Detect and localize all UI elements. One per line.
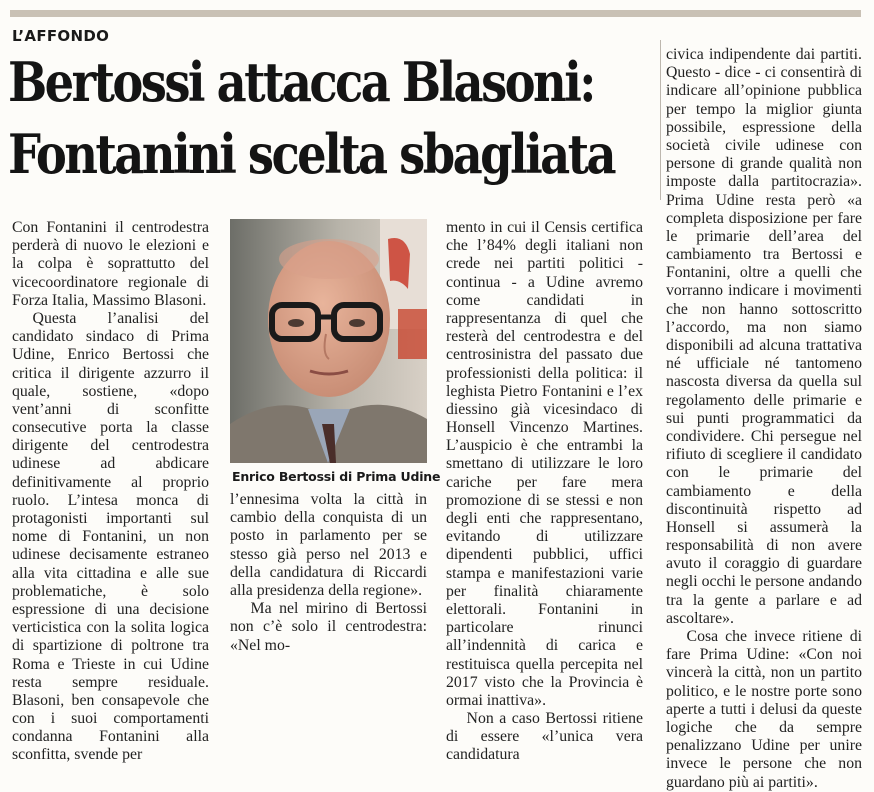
article-column-4	[666, 46, 862, 792]
paragraph-3-continued: mento in cui il Censis certifica che l’84% degli italiani non crede nei partiti politici - continua - a Udine avremo come candidati in rappresentanza di quel che resterà del centrodestra e del centrosinistra del passato due professionisti della politica: il leghista Pietro Fontanini e l’ex diessino già vicesindaco di Honsell Vincenzo Martines. L’auspicio è che entrambi la smettano di utilizzare le loro cariche per fare mera promozione di se stessi e non degli enti che rappresentano, evitando di utilizzare dipendenti pubblici, uffici stampa e manifestazioni varie per finalità chiaramente elettorali. Fontanini in particolare rinunci all’indennità di carica e restituisca quella percepita nel 2017 visto che la Provincia è ormai inattiva».	[446, 219, 643, 709]
paragraph-4-continued: civica indipendente dai partiti. Questo - dice - ci consentirà di indicare all’opinione pubblica per tempo la miglior giunta possibile, espressione della società civile udinese con persone di grande qualità non imposte dalla partitocrazia». Prima Udine resta però «a completa disposizione per fare le primarie dell’area del cambiamento tra Bertossi e Fontanini, oltre a quelli che vorranno indicare i movimenti che non hanno sottoscritto l’accordo, ma non siamo disponibili ad alcuna trattativa né ufficiale né tantomeno nascosta diversa da quella sul regolamento delle primarie e sui punti programmatici da condividere. Chi persegue nel rifiuto di scegliere il candidato con le primarie del cambiamento e della discontinuità rispetto ad Honsell si assumerà la responsabilità di non avere avuto il coraggio di guardare negli occhi le persone andando tra la gente a parlare e ad ascoltare».	[666, 46, 862, 627]
paragraph-2-continued: l’ennesima volta la città in cambio della conquista di un posto in parlamento per se stesso già perso nel 2013 e della candidatura di Riccardi alla presidenza della regione».	[230, 491, 427, 599]
portrait-photo	[230, 219, 427, 463]
headline-line-1: Bertossi attacca Blasoni:	[8, 50, 594, 114]
article-column-2	[230, 491, 427, 655]
column-rule	[660, 40, 661, 200]
paragraph-2: Questa l’analisi del candidato sindaco di Prima Udine, Enrico Bertossi che critica il dirigente azzurro il quale, sostiene, «dopo vent’anni di sconfitte consecutive porta la classe dirigente del centrodestra udinese ad abdicare definitivamente al proprio ruolo. L’intesa monca di protagonisti importanti sul nome di Fontanini, un non udinese decisamente estraneo alla vita cittadina e alle sue problematiche, è solo espressione di una decisione verticistica con la solita logica di spartizione di poltrone tra Roma e Trieste in cui Udine resta sempre residuale. Blasoni, ben consapevole che con i suoi comportamenti condanna Fontanini alla sconfitta, svende per	[12, 309, 209, 764]
headline	[8, 46, 660, 190]
article-column-1	[12, 219, 209, 765]
section-kicker: L’AFFONDO	[12, 27, 110, 45]
paragraph-5: Cosa che invece ritiene di fare Prima Udine: «Con noi vincerà la città, non un partito politico, e le nostre porte sono aperte a tutti i delusi da queste logiche che da sempre penalizzano Udine per unire invece le persone che non guardano più ai partiti».	[666, 628, 862, 791]
paragraph-3: Ma nel mirino di Bertossi non c’è solo il centrodestra: «Nel mo-	[230, 600, 427, 654]
photo-caption: Enrico Bertossi di Prima Udine	[232, 469, 441, 484]
paragraph-1: Con Fontanini il centrodestra perderà di nuovo le elezioni e la colpa è soprattutto del vicecoordinatore regionale di Forza Italia, Massimo Blasoni.	[12, 219, 209, 309]
top-rule	[10, 10, 861, 17]
article-column-3	[446, 219, 643, 765]
paragraph-4: Non a caso Bertossi ritiene di essere «l’unica vera candidatura	[446, 710, 643, 764]
headline-line-2: Fontanini scelta sbagliata	[8, 122, 615, 186]
portrait-image	[230, 219, 427, 463]
